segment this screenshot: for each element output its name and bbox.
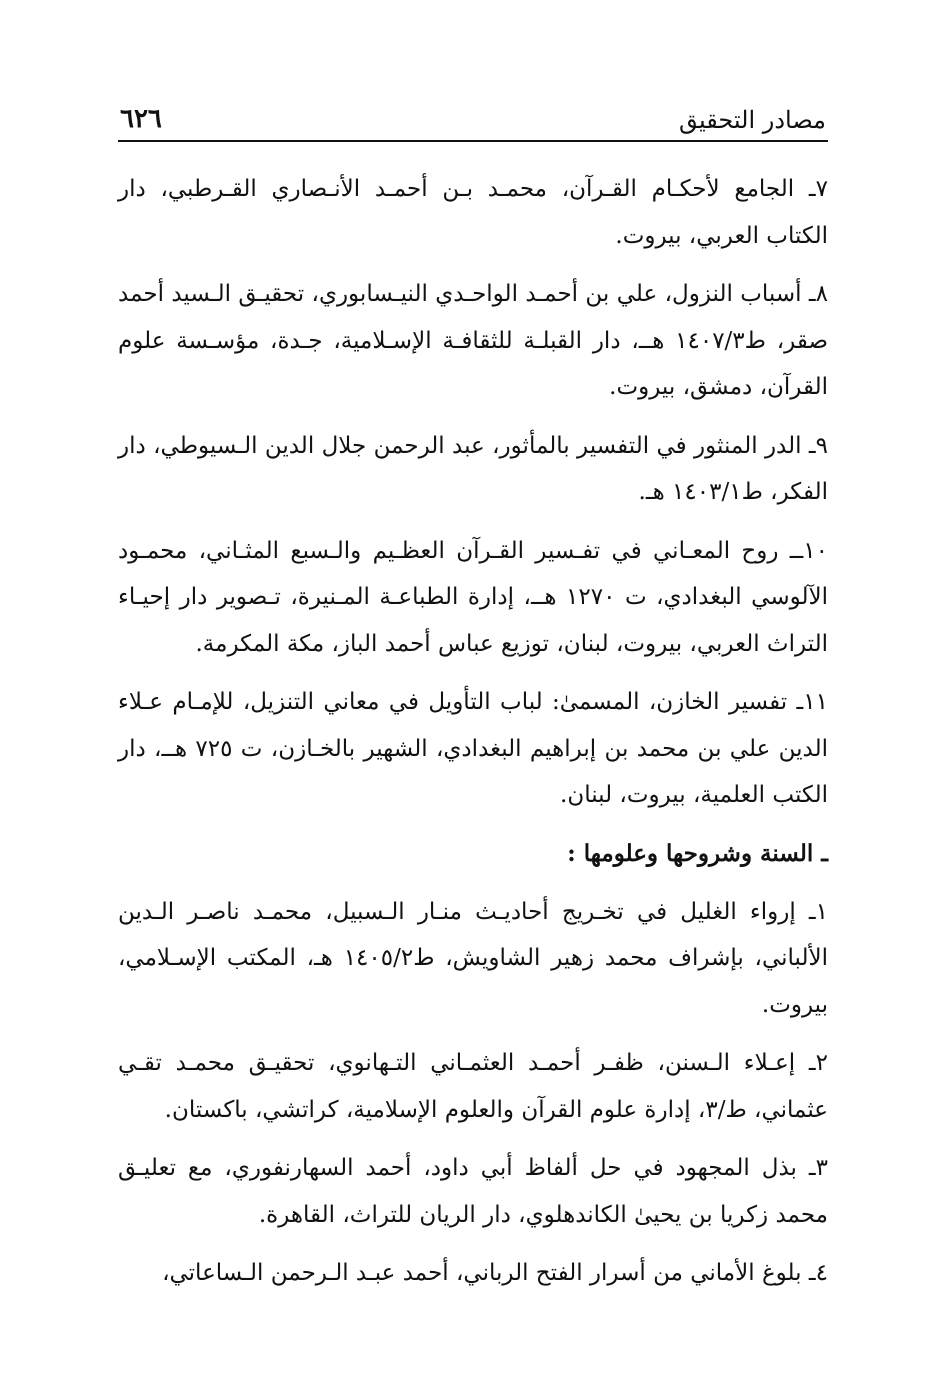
reference-entry xyxy=(118,679,828,819)
entry-number: ٢ـ xyxy=(808,1050,829,1076)
entry-text: الدر المنثور في التفسير بالمأثور، عبد الرحمن جلال الدين الـسيوطي، دار الفكر، ط١٤٠٣/١ هـ. xyxy=(118,432,828,505)
entry-number: ١١ـ xyxy=(796,689,828,715)
reference-entry xyxy=(118,166,828,259)
entry-number: ١٠ــ xyxy=(789,537,828,564)
page-header xyxy=(118,100,828,142)
entry-number: ٨ـ xyxy=(808,281,829,307)
entry-number: ١ـ xyxy=(808,898,828,925)
section-heading: ـ السنة وشروحها وعلومها : xyxy=(567,839,828,867)
reference-entry xyxy=(118,1145,828,1238)
entry-text: إرواء الغليل في تخـريج أحاديـث منـار الـسبيل، محمـد ناصـر الـدين الألباني، بإشراف محمد زهير الشاويش، ط١٤٠٥/٢ هـ، المكتب الإسـلامي، بيروت. xyxy=(118,898,828,1018)
page-content xyxy=(118,166,828,1297)
entry-number: ٤ـ xyxy=(808,1260,828,1286)
entry-number: ٩ـ xyxy=(808,432,828,459)
entry-text: أسباب النزول، علي بن أحمـد الواحـدي النيـسابوري، تحقيـق الـسيد أحمد صقر، ط١٤٠٧/٣ هــ، دار القبلـة للثقافـة الإسـلامية، جـدة، مؤسـسة علوم القرآن، دمشق، بيروت. xyxy=(118,281,828,400)
reference-entry xyxy=(118,889,828,1029)
reference-entry xyxy=(118,271,828,411)
entry-text: بلوغ الأماني من أسرار الفتح الرباني، أحمد عبـد الـرحمن الـساعاتي، xyxy=(162,1260,802,1286)
entry-text: إعـلاء الـسنن، ظفـر أحمـد العثمـاني التـهانوي، تحقيـق محمـد تقـي عثماني، ط/٣، إدارة علوم القرآن والعلوم الإسلامية، كراتشي، باكستان. xyxy=(118,1050,828,1123)
entry-text: تفسير الخازن، المسمىٰ: لباب التأويل في معاني التنزيل، للإمـام عـلاء الدين علي بن محمد بن إبراهيم البغدادي، الشهير بالخـازن، ت ٧٢٥ هــ، دار الكتب العلمية، بيروت، لبنان. xyxy=(118,689,829,808)
reference-entry xyxy=(118,1250,828,1297)
reference-entry xyxy=(118,528,828,668)
entry-text: بذل المجهود في حل ألفاظ أبي داود، أحمد السهارنفوري، مع تعليـق محمد زكريا بن يحيىٰ الكاندهلوي، دار الريان للتراث، القاهرة. xyxy=(118,1155,828,1228)
reference-entry xyxy=(118,423,828,516)
entry-number: ٣ـ xyxy=(808,1155,829,1181)
book-page xyxy=(118,100,828,1309)
page-number: ٦٢٦ xyxy=(120,104,162,134)
entry-text: روح المعـاني في تفـسير القـرآن العظـيم والـسبع المثـاني، محمـود الآلوسي البغدادي، ت ١٢٧٠ هــ، إدارة الطباعـة المـنيرة، تـصوير دار إحيـاء التراث العربي، بيروت، لبنان، توزيع عباس أحمد الباز، مكة المكرمة. xyxy=(118,537,828,657)
reference-entry xyxy=(118,1040,828,1133)
entry-number: ٧ـ xyxy=(808,176,828,202)
running-title: مصادر التحقيق xyxy=(679,106,826,134)
entry-text: الجامع لأحكـام القـرآن، محمـد بـن أحمـد الأنـصاري القـرطبي، دار الكتاب العربي، بيروت. xyxy=(118,176,828,249)
